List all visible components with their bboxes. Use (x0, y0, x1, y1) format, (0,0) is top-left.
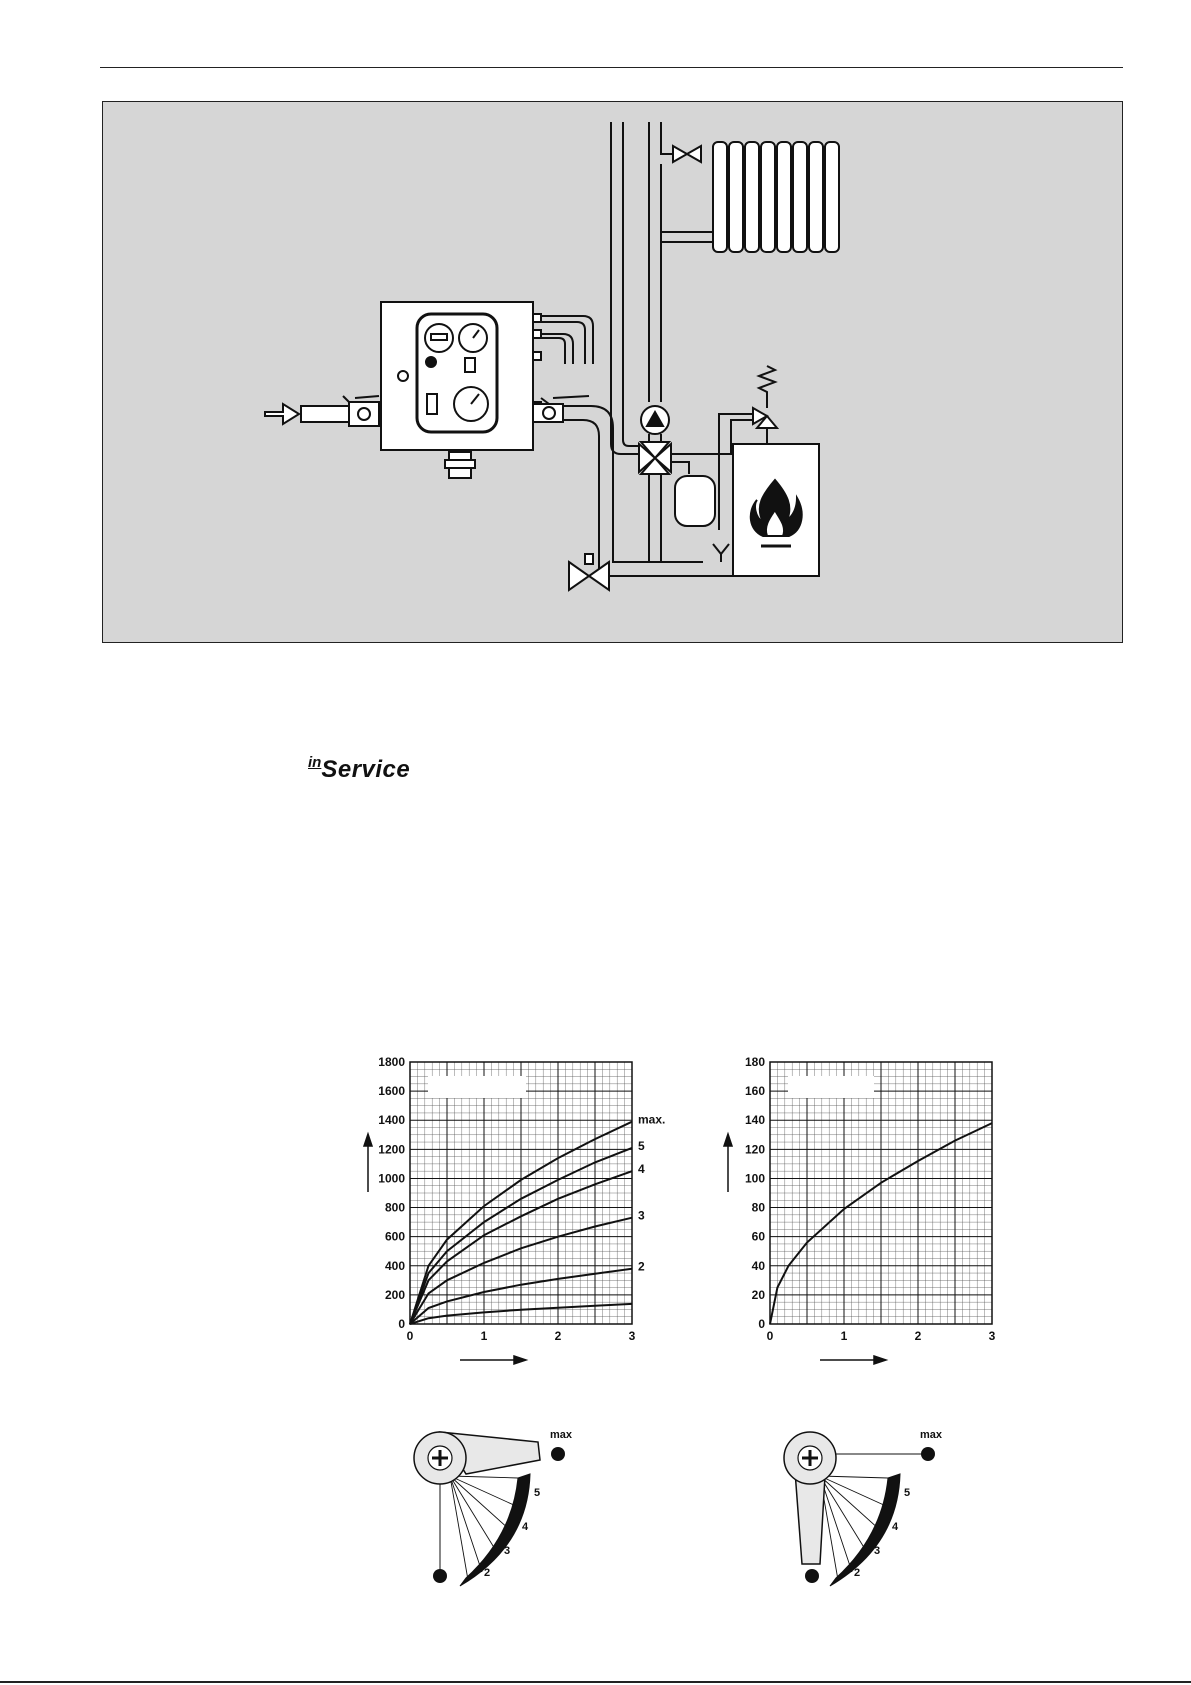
x-axis-arrow (460, 1356, 526, 1364)
series-label: 2 (638, 1259, 645, 1274)
x-tick-label: 2 (554, 1329, 562, 1343)
x-tick-label: 2 (914, 1329, 922, 1343)
legend-box (788, 1076, 874, 1098)
x-tick-label: 1 (840, 1329, 848, 1343)
drain-valve (569, 562, 609, 590)
dial-graphic (414, 1432, 565, 1586)
y-tick-label: 200 (384, 1287, 405, 1302)
y-tick-label: 140 (744, 1113, 765, 1128)
scale-line (820, 1476, 886, 1506)
outlet-ball-valve (533, 396, 589, 422)
inservice-logo (308, 756, 410, 790)
y-tick-label: 20 (751, 1287, 765, 1302)
y-tick-label: 60 (751, 1229, 765, 1244)
logo-word: Service (321, 756, 411, 783)
y-tick-label: 1800 (378, 1055, 405, 1069)
x-tick-label: 3 (628, 1329, 636, 1343)
y-tick-label: 1200 (378, 1142, 405, 1157)
dial-graphic (784, 1432, 935, 1586)
logo-prefix: in (308, 754, 322, 771)
y-tick-label: 1600 (378, 1084, 405, 1099)
y-tick-label: 600 (384, 1229, 405, 1244)
scale-arc (830, 1474, 900, 1586)
pointer-dot (433, 1569, 447, 1583)
dial-label: 2 (854, 1567, 861, 1579)
pointer-dot (805, 1569, 819, 1583)
dial-label: max (550, 1429, 573, 1441)
inlet-ball-valve (343, 396, 379, 426)
scale-line (450, 1476, 516, 1506)
series-label: max. (638, 1112, 666, 1127)
adjustment-dial-2 (780, 1418, 980, 1593)
max-dot (551, 1447, 565, 1461)
x-axis-arrow (820, 1356, 886, 1364)
y-tick-label: 0 (398, 1317, 405, 1331)
y-axis-arrow (364, 1134, 372, 1192)
dial-label: 4 (522, 1521, 529, 1533)
series-label: 3 (638, 1208, 645, 1223)
x-tick-label: 3 (988, 1329, 996, 1343)
adjustment-dial-1 (410, 1418, 610, 1593)
y-tick-label: 0 (758, 1317, 765, 1331)
max-dot (921, 1447, 935, 1461)
dial-label: 3 (874, 1545, 881, 1557)
expansion-vessel (675, 476, 715, 526)
series-label: 4 (638, 1162, 645, 1177)
mixing-valve (639, 442, 671, 474)
y-tick-label: 800 (384, 1200, 405, 1215)
y-tick-label: 1400 (378, 1113, 405, 1128)
series-label: 5 (638, 1138, 645, 1153)
dial-label: 5 (904, 1487, 911, 1499)
y-tick-label: 100 (744, 1171, 765, 1186)
scale-line (820, 1476, 888, 1478)
chart-flow-pressure-1 (360, 1050, 680, 1370)
inlet-arrow (265, 404, 299, 424)
x-tick-label: 0 (766, 1329, 774, 1343)
dial-label: 4 (892, 1521, 899, 1533)
dial-label: 3 (504, 1545, 511, 1557)
x-tick-label: 1 (480, 1329, 488, 1343)
scale-line (450, 1476, 518, 1478)
y-tick-label: 80 (751, 1200, 765, 1215)
footer-rule (0, 1681, 1191, 1683)
y-tick-label: 1000 (378, 1171, 405, 1186)
y-tick-label: 120 (744, 1142, 765, 1157)
y-axis-arrow (724, 1134, 732, 1192)
legend-box (428, 1076, 526, 1098)
chart-flow-pressure-2 (720, 1050, 1020, 1370)
scale-line (450, 1476, 468, 1580)
y-tick-label: 400 (384, 1258, 405, 1273)
installation-diagram (102, 101, 1123, 643)
y-tick-label: 180 (744, 1055, 765, 1069)
y-tick-label: 40 (751, 1258, 765, 1273)
dial-label: 5 (534, 1487, 541, 1499)
y-tick-label: 160 (744, 1084, 765, 1099)
header-rule (100, 67, 1123, 68)
scale-arc (460, 1474, 530, 1586)
dial-label: 2 (484, 1567, 491, 1579)
radiator (713, 142, 839, 252)
x-tick-label: 0 (406, 1329, 414, 1343)
dial-label: max (920, 1429, 943, 1441)
